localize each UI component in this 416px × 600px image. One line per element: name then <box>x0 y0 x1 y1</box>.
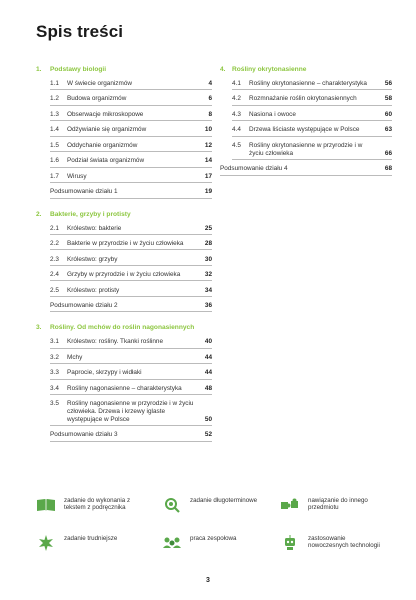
toc-item[interactable]: 3.2 Mchy 44 <box>50 354 212 364</box>
page-number: 3 <box>206 577 210 584</box>
section-summary[interactable]: Podsumowanie działu 3 52 <box>50 431 212 441</box>
star-burst-icon <box>36 535 56 551</box>
toc-item[interactable]: 2.5 Królestwo: protisty 34 <box>50 287 212 297</box>
toc-item[interactable]: 4.3 Nasiona i owoce 60 <box>232 111 392 121</box>
toc-item[interactable]: 3.5 Rośliny nagonasienne w przyrodzie i w życiu człowieka. Drzewa i krzewy iglaste występujące w Polsce 50 <box>50 400 212 426</box>
toc-item[interactable]: 1.5 Oddychanie organizmów 12 <box>50 142 212 152</box>
toc-item[interactable]: 3.3 Paprocie, skrzypy i widłaki 44 <box>50 369 212 379</box>
toc-right-column <box>220 66 392 188</box>
section-summary[interactable]: Podsumowanie działu 1 19 <box>50 188 212 198</box>
legend-item: zadanie do wykonania z tekstem z podręcznika <box>36 497 142 513</box>
toc-item[interactable]: 3.1 Królestwo: rośliny. Tkanki roślinne 40 <box>50 338 212 348</box>
toc-item[interactable]: 4.5 Rośliny okrytonasienne w przyrodzie i w życiu człowieka 66 <box>232 142 392 160</box>
toc-item[interactable]: 1.4 Odżywianie się organizmów 10 <box>50 126 212 136</box>
section-summary[interactable]: Podsumowanie działu 2 36 <box>50 302 212 312</box>
book-icon <box>36 497 56 513</box>
toc-item[interactable]: 1.2 Budowa organizmów 6 <box>50 95 212 105</box>
legend-item: nawiązanie do innego przedmiotu <box>280 497 386 513</box>
toc-item[interactable]: 2.4 Grzyby w przyrodzie i w życiu człowieka 32 <box>50 271 212 281</box>
toc-section-2 <box>36 211 212 313</box>
toc-item[interactable]: 2.3 Królestwo: grzyby 30 <box>50 256 212 266</box>
toc-section-1 <box>36 66 212 199</box>
section-heading: 2. Bakterie, grzyby i protisty <box>36 210 131 218</box>
toc-left-column <box>36 66 212 454</box>
legend-item: zadanie trudniejsze <box>36 535 142 551</box>
toc-item[interactable]: 3.4 Rośliny nagonasienne – charakterystyka 48 <box>50 385 212 395</box>
page-title: Spis treści <box>36 22 124 41</box>
puzzle-icon <box>280 497 300 513</box>
section-heading: 3. Rośliny. Od mchów do roślin nagonasiennych <box>36 324 195 332</box>
section-heading: 1. Podstawy biologii <box>36 66 107 73</box>
legend-item: zastosowanie nowoczesnych technologii <box>280 535 386 551</box>
robot-icon <box>280 535 300 551</box>
toc-item[interactable]: 4.1 Rośliny okrytonasienne – charakterystyka 56 <box>232 80 392 90</box>
toc-section-3 <box>36 324 212 441</box>
legend-item: zadanie długoterminowe <box>162 497 268 513</box>
section-summary[interactable]: Podsumowanie działu 4 68 <box>220 165 392 175</box>
toc-item[interactable]: 1.7 Wirusy 17 <box>50 173 212 183</box>
group-icon <box>162 535 182 551</box>
section-heading: 4. Rośliny okrytonasienne <box>220 66 307 73</box>
toc-item[interactable]: 1.1 W świecie organizmów 4 <box>50 80 212 90</box>
magnifier-icon <box>162 497 182 513</box>
legend-item: praca zespołowa <box>162 535 268 551</box>
toc-item[interactable]: 4.4 Drzewa liściaste występujące w Polsce 63 <box>232 126 392 136</box>
toc-section-4 <box>220 66 392 176</box>
toc-item[interactable]: 4.2 Rozmnażanie roślin okrytonasiennych 58 <box>232 95 392 105</box>
toc-item[interactable]: 1.6 Podział świata organizmów 14 <box>50 157 212 167</box>
toc-item[interactable]: 2.2 Bakterie w przyrodzie i w życiu człowieka 28 <box>50 240 212 250</box>
toc-item[interactable]: 1.3 Obserwacje mikroskopowe 8 <box>50 111 212 121</box>
toc-item[interactable]: 2.1 Królestwo: bakterie 25 <box>50 225 212 235</box>
